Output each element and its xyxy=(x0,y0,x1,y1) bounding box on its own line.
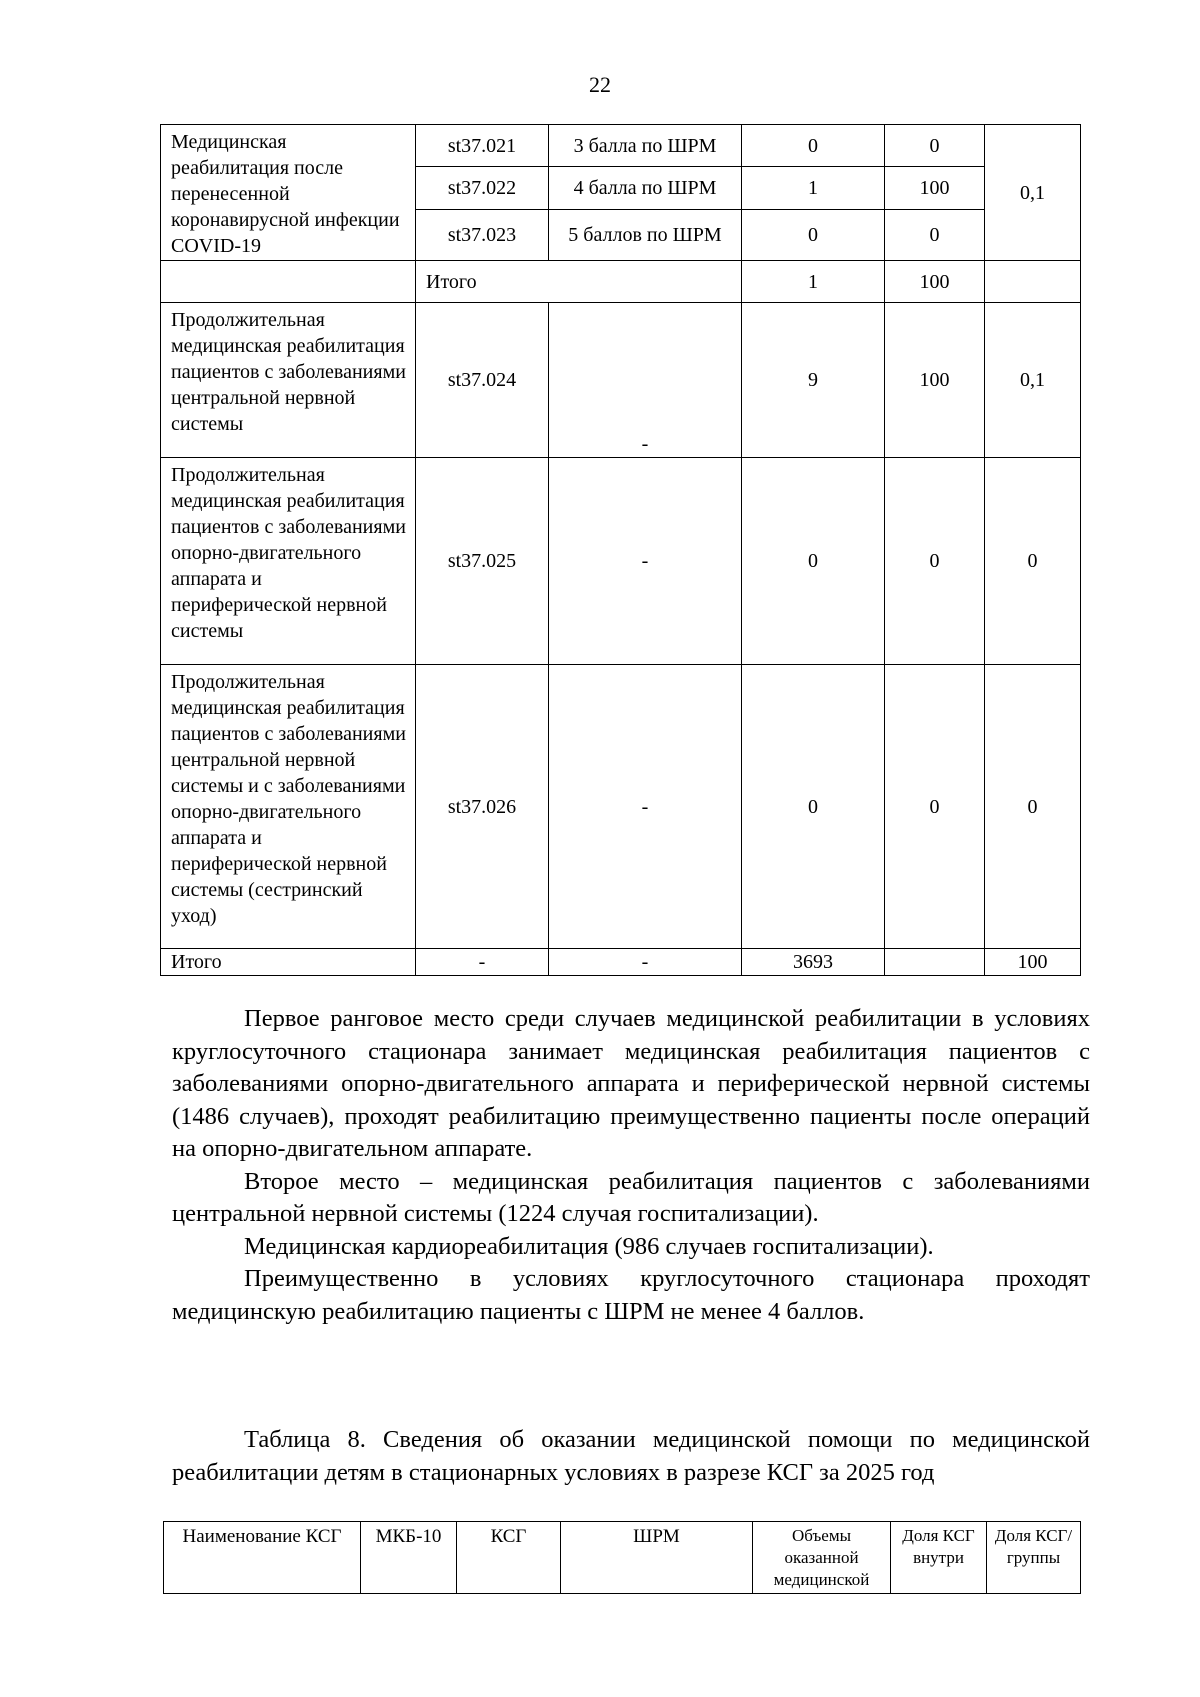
col-header-share-inside: Доля КСГ внутри xyxy=(891,1522,987,1594)
col-header-mkb: МКБ-10 xyxy=(361,1522,457,1594)
table-row xyxy=(161,458,1081,665)
share-cell: 100 xyxy=(885,167,985,210)
shrm-cell: - xyxy=(549,949,742,976)
group-share-cell: 0 xyxy=(985,665,1081,949)
share-cell xyxy=(885,949,985,976)
page-number: 22 xyxy=(589,72,611,97)
group-share-cell: 100 xyxy=(985,949,1081,976)
ksg-code-cell: st37.021 xyxy=(416,125,549,167)
shrm-cell: 3 балла по ШРМ xyxy=(549,125,742,167)
ksg-code-cell: st37.025 xyxy=(416,458,549,665)
volume-cell: 0 xyxy=(742,210,885,261)
shrm-cell: - xyxy=(549,303,742,458)
share-cell: 0 xyxy=(885,665,985,949)
group-share-cell: 0 xyxy=(985,458,1081,665)
ksg-code-cell: st37.026 xyxy=(416,665,549,949)
table-row xyxy=(161,949,1081,976)
ksg-code-cell: st37.024 xyxy=(416,303,549,458)
share-cell: 100 xyxy=(885,261,985,303)
shrm-cell: 5 баллов по ШРМ xyxy=(549,210,742,261)
volume-cell: 1 xyxy=(742,261,885,303)
table-row xyxy=(161,261,1081,303)
paragraph: Преимущественно в условиях круглосуточного стационара проходят медицинскую реабилитацию пациенты с ШРМ не менее 4 баллов. xyxy=(172,1265,1090,1325)
ksg-name-cell: Продолжительная медицинская реабилитация пациентов с заболеваниями центральной нервной системы и с заболеваниями опорно-двигательного аппарата и периферической нервной системы (сестринский уход) xyxy=(161,665,416,949)
col-header-name: Наименование КСГ xyxy=(164,1522,361,1594)
table-row xyxy=(161,665,1081,949)
shrm-cell: - xyxy=(549,458,742,665)
volume-cell: 1 xyxy=(742,167,885,210)
share-cell: 0 xyxy=(885,125,985,167)
paragraph: Второе место – медицинская реабилитация пациентов с заболеваниями центральной нервной системы (1224 случая госпитализации). xyxy=(172,1167,1090,1227)
volume-cell: 9 xyxy=(742,303,885,458)
total-label: Итого xyxy=(161,949,416,976)
volume-cell: 0 xyxy=(742,665,885,949)
table-8-caption: Таблица 8. Сведения об оказании медицинской помощи по медицинской реабилитации детям в стационарных условиях в разрезе КСГ за 2025 год xyxy=(172,1426,1090,1486)
col-header-shrm: ШРМ xyxy=(561,1522,753,1594)
ksg-code-cell: st37.022 xyxy=(416,167,549,210)
col-header-share-group: Доля КСГ/группы xyxy=(987,1522,1081,1594)
group-share-cell: 0,1 xyxy=(985,125,1081,261)
ksg-code-cell: st37.023 xyxy=(416,210,549,261)
paragraph: Первое ранговое место среди случаев медицинской реабилитации в условиях круглосуточного стационара занимает медицинская реабилитация пациентов с заболеваниями опорно-двигательного аппарата и периферической нервной системы (1486 случаев), проходят реабилитацию преимущественно пациенты после операций на опорно-двигательном аппарате. xyxy=(172,1005,1090,1162)
col-header-volume: Объемы оказанной медицинской xyxy=(753,1522,891,1594)
empty-cell xyxy=(161,261,416,303)
table-caption xyxy=(172,1424,1090,1489)
share-cell: 0 xyxy=(885,458,985,665)
ksg-name-cell: Медицинская реабилитация после перенесенной коронавирусной инфекции COVID-19 xyxy=(161,125,416,261)
table-8-header xyxy=(163,1521,1081,1594)
share-cell: 0 xyxy=(885,210,985,261)
col-header-ksg: КСГ xyxy=(457,1522,561,1594)
shrm-cell: 4 балла по ШРМ xyxy=(549,167,742,210)
volume-cell: 0 xyxy=(742,125,885,167)
analysis-text xyxy=(172,1003,1090,1328)
rehab-adults-table xyxy=(160,124,1081,976)
ksg-name-cell: Продолжительная медицинская реабилитация пациентов с заболеваниями центральной нервной системы xyxy=(161,303,416,458)
ksg-code-cell: - xyxy=(416,949,549,976)
empty-cell xyxy=(985,261,1081,303)
table-row xyxy=(161,303,1081,458)
ksg-name-cell: Продолжительная медицинская реабилитация пациентов с заболеваниями опорно-двигательного аппарата и периферической нервной системы xyxy=(161,458,416,665)
shrm-cell: - xyxy=(549,665,742,949)
volume-cell: 0 xyxy=(742,458,885,665)
share-cell: 100 xyxy=(885,303,985,458)
subtotal-label: Итого xyxy=(416,261,742,303)
table-row xyxy=(161,125,1081,167)
volume-cell: 3693 xyxy=(742,949,885,976)
table-header-row xyxy=(164,1522,1081,1594)
paragraph: Медицинская кардиореабилитация (986 случаев госпитализации). xyxy=(244,1232,934,1260)
group-share-cell: 0,1 xyxy=(985,303,1081,458)
